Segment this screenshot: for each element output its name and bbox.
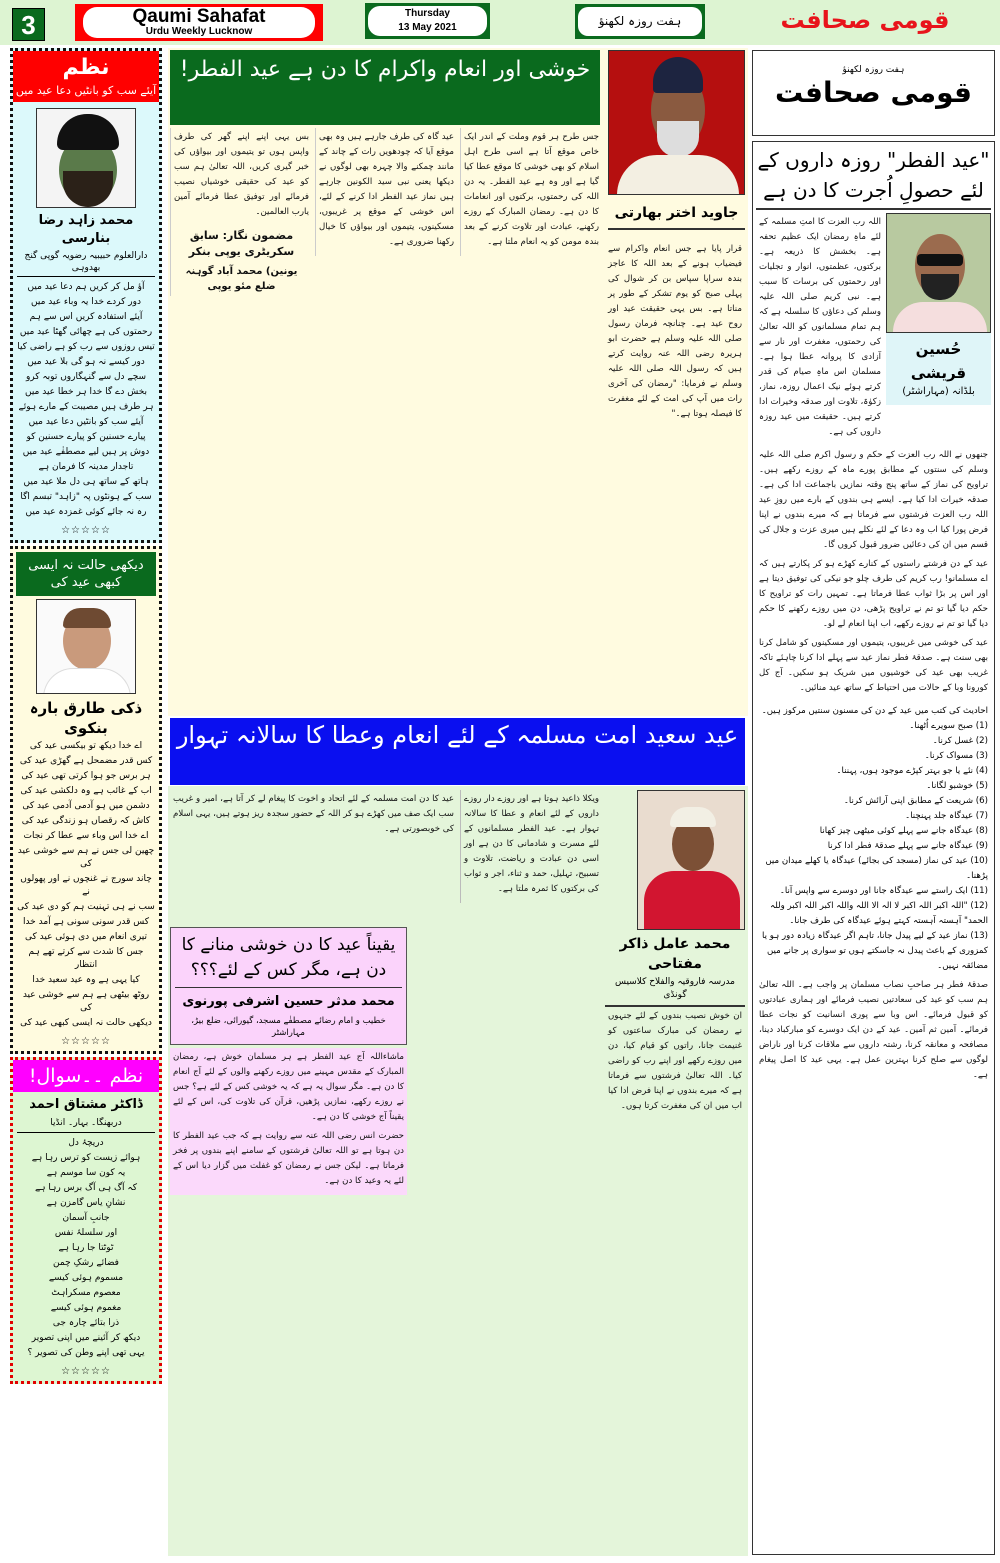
poem-line: یہ کون سا موسم ہے <box>46 1168 126 1178</box>
poem-line: چھین لی جس نے ہم سے خوشی عید کی <box>17 846 155 869</box>
poem-line: جانبِ آسمان <box>62 1213 110 1223</box>
hair-shape <box>63 608 111 628</box>
author-photo <box>886 213 991 333</box>
poem-1-lines <box>13 279 159 523</box>
poem-line: دیکھ کر آئینے میں اپنی تصویر <box>31 1333 141 1343</box>
paragraph: عید گاہ کی طرف جارہے ہیں وہ بھی موقع آیا کہ چودھویں رات کے چاند کے مانند چمکنے والا چہرہ بھی لوگوں نے دیکھا یعنی نبی سید الکونین جارہے ہیں نماز عید الفطر ادا کرنے کے لئے، اس خوشی کے موقع پر غریبوں، مسکینوں، یتیموں اور بیواؤں کا خیال رکھنا ضروری ہے۔ <box>319 132 454 247</box>
sunnah-list-intro: احادیث کی کتب میں عید کے دن کی مسنون سنتیں مرکوز ہیں۔ <box>761 706 988 716</box>
article-1-column <box>170 128 312 296</box>
right-author-place: بلڈانہ (مہاراشٹر) <box>902 386 975 397</box>
poem-line: کاش کہ رقصاں ہو زندگی عید کی <box>21 816 151 826</box>
paragraph: ماشاءاللہ آج عید الفطر ہے ہر مسلمان خوش ہے، رمضان المبارک کے مقدس مہینے میں روزے رکھنے والوں کے لئے آج انعام کا دن ہے۔ مگر سوال یہ ہے کہ یہ خوشی کس کے لئے ہے؟ جس نے روزے رکھے، نمازیں پڑھیں، قرآن کی تلاوت کی، اس کے لئے یقیناً آج خوشی کا دن ہے۔ <box>173 1052 404 1122</box>
poem-line: دیکھی حالت نہ ایسی کبھی عید کی <box>20 1018 152 1028</box>
poem-line: جس کا شدت سے کرتے تھے ہم انتظار <box>28 947 144 970</box>
poem-line: آؤ مل کر کریں ہم دعا عید میں <box>27 282 145 292</box>
poem-line: سچے دل سے گنہگاروں توبہ کرو <box>25 372 147 382</box>
shirt-shape <box>617 155 739 195</box>
article-2-author-box <box>605 934 745 1007</box>
poem-line: رحمتوں کی ہے چھائی گھٹا عید میں <box>19 327 153 337</box>
article-1-column <box>315 128 457 256</box>
sunnah-item: (8) عیدگاہ جانے سے پہلے کوئی میٹھی چیز کھانا <box>819 826 988 836</box>
paragraph: بس یہی اپنے اپنے گھر کی طرف واپس ہوں تو یتیموں اور بیواؤں کی خبر گیری کریں، اللہ تعالیٰ ہم سب کو عید کی حقیقی خوشیاں نصیب فرمائے اور توفیق عطا فرمائے آمین یارب العالمین۔ <box>174 132 309 217</box>
right-author-column <box>886 213 991 446</box>
article-2-headline: عید سعید امت مسلمہ کے لئے انعام وعطا کا سالانہ تہوار <box>170 718 745 785</box>
poem-line: ہر برس جو ہوا کرتی تھی عید کی <box>21 771 151 781</box>
poem-2-title: دیکھی حالت نہ ایسی کبھی عید کی <box>16 552 156 596</box>
cap-shape <box>57 114 119 150</box>
sunnah-item: (4) نئے یا جو بہتر کپڑے موجود ہوں، پہننا۔ <box>836 766 988 776</box>
poem-line: دوش پر ہیں لیے مصطفٰے عید میں <box>22 447 150 457</box>
poem-1-author: محمد زاہد رضا بنارسی <box>38 213 134 246</box>
sunnah-list <box>756 702 991 976</box>
poem-line: تیس روزوں سے رب کو ہے راضی کیا <box>17 342 155 352</box>
poem-line: نشانِ یاس گامزن ہے <box>46 1198 126 1208</box>
poem-line: دریچۂ دل <box>68 1138 104 1148</box>
poem-line: ذرا بتائے چارہ جی <box>52 1318 120 1328</box>
article-2-affiliation: مدرسہ فاروقیہ والفلاح کلاسیس <box>614 977 736 987</box>
author-photo <box>608 50 745 195</box>
urdu-logo: قومی صحافت <box>780 6 950 34</box>
paragraph: جنھوں نے اللہ رب العزت کے حکم و رسول اکرم صلی اللہ علیہ وسلم کی سنتوں کے مطابق پورے ماہ کے روزے رکھے ہیں۔ تراویح کی نماز کے ساتھ پنج وقتہ نمازیں باجماعت ادا کی ہے۔ صدقہ خیرات ادا کیا ہے۔ ایسے ہی بندوں کے بارے میں روزِ عید اللہ رب العزت فرشتوں سے فرماتا ہے کہ میرے بندوں نے اپنا فرض پورا کیا اب وہ دعا کے لئے نکلے ہیں میری عزت و جلال کی قسم میں ان کی دعائیں ضرور قبول کروں گا۔ <box>759 450 988 550</box>
sunnah-item: (7) عیدگاہ جلد پہنچنا۔ <box>905 811 988 821</box>
paragraph: جس طرح ہر قوم وملت کے اندر ایک خاص موقع آتا ہے اسی طرح اہل اسلام کو بھی خوشی کا موقع عطا کیا گیا ہے اور وہ ہے عید الفطر۔ یہ دن اللہ کی رحمتوں، برکتوں اور انعامات کا دن ہے۔ رمضان المبارک کے روزے رکھنے، عبادت اور تلاوت کرنے کے بعد بندہ مومن کو یہ انعام ملتا ہے۔ <box>464 132 599 247</box>
sunnah-item: (9) عیدگاہ جانے سے پہلے صدقۂ فطر ادا کرنا <box>827 841 988 851</box>
right-author: حُسین قریشی <box>910 340 967 382</box>
poem-line: آیئے استفادہ کریں اس سے ہم <box>29 312 143 322</box>
paragraph: عید کے دن فرشتے راستوں کے کنارے کھڑے ہو کر پکارتے ہیں کہ اے مسلمانو! رب کریم کی طرف چلو جو نیکی کی توفیق دیتا ہے اور اس پر بڑا ثواب عطا فرماتا ہے۔ تمہیں رات کو تراویح کا حکم دیا گیا تو تم نے تراویح پڑھی، دن میں روزے رکھنے کا حکم دیا گیا تو تم نے روزے رکھے، اب اپنا انعام لے لو۔ <box>759 559 988 629</box>
stars-divider: ☆☆☆☆☆ <box>61 525 111 536</box>
sunnah-item: (10) عید کی نماز (مسجد کی بجائے) عیدگاہ یا کھلے میدان میں پڑھنا۔ <box>765 856 988 881</box>
poem-1-title: نظم <box>62 55 110 80</box>
right-intro-row <box>756 213 991 446</box>
poem-1-subtitle: آیئے سب کو بانٹیں دعا عید میں <box>15 84 157 97</box>
sunnah-item: (2) غسل کرنا۔ <box>932 736 988 746</box>
beard-shape <box>921 274 959 300</box>
article-2-column <box>170 790 457 843</box>
right-masthead <box>752 50 995 136</box>
paper-name-inner <box>83 7 315 38</box>
cap-shape <box>653 57 703 93</box>
weekly-box <box>575 4 705 39</box>
poem-line: تیری انعام میں دی ہوئی عید کی <box>24 932 148 942</box>
article-2-column <box>460 790 602 903</box>
sunnah-item: (3) مسواک کرنا۔ <box>924 751 988 761</box>
paragraph: عید کی خوشی میں غریبوں، یتیموں اور مسکینوں کو شامل کرنا بھی سنت ہے۔ صدقۂ فطر نماز عید سے پہلے ادا کرنا چاہئے تاکہ غریب بھی عید کی خوشیوں میں شریک ہو سکیں۔ آج کل کورونا وبا کے حالات میں احتیاط کے ساتھ عید منائیں۔ <box>759 638 988 693</box>
sunnah-item: (13) نماز عید کے لیے پیدل جانا، تاہم اگر عیدگاہ زیادہ دور ہو یا کمزوری کے باعث پیدل نہ جاسکتے ہوں تو سواری پر جانے میں مضائقہ نہیں۔ <box>762 931 988 971</box>
poem-line: چاند سورج نے غنچوں نے اور پھولوں نے <box>20 874 152 897</box>
date: 13 May 2021 <box>398 22 457 33</box>
right-headline: "عید الفطر" روزہ داروں کے لئے حصولِ اُجرت کا دن ہے <box>756 145 991 210</box>
page-number: 3 <box>12 8 45 41</box>
paper-subtitle: Urdu Weekly Lucknow <box>145 26 253 37</box>
date-inner <box>368 6 487 36</box>
paragraph: قرار پایا ہے جس انعام واکرام سے فیضیاب ہونے کے بعد اللہ کا عاجز بندہ سراپا سپاس بن کر شوال کی پہلی صبح کو یوم تشکر کے طور پر مناتا ہے۔ بس یہی حقیقت عید اور روح عید ہے۔ چنانچہ فرمان رسول صلی اللہ علیہ وسلم ہے حضرت ابو ہریرہ رضی اللہ عنہ روایت کرتے ہیں کہ رسول اللہ صلی اللہ علیہ وسلم نے فرمایا: "رمضان کی آخری رات میں آپ کی امت کے لئے مغفرت کا فیصلہ ہوتا ہے۔" <box>608 244 742 419</box>
poem-line: روٹھ بیٹھی ہے ہم سے خوشی عید کی <box>22 990 150 1013</box>
poem-line: معصوم مسکراہٹ <box>51 1288 121 1298</box>
poem-3-title: نظم ۔۔سوال! <box>13 1060 159 1092</box>
paragraph: ویکلا ذاعید ہوتا ہے اور روزے دار روزے داروں کے لئے انعام و عطا کا سالانہ تہوار ہے۔ عید الفطر مسلمانوں کے لئے مسرت و شادمانی کا دن ہے اور اسی دن عبادت و ریاضت، تلاوت و تسبیح، تہلیل، حمد و ثناء، اجر و ثواب کی برکتوں کا ثمرہ ملتا ہے۔ <box>464 794 599 894</box>
shirt-shape <box>893 302 987 333</box>
article-3-author: محمد مدثر حسین اشرفی پورنوی <box>182 994 395 1009</box>
weekly-label: ہفت روزہ لکھنؤ <box>578 7 702 36</box>
article-2-place: گونڈی <box>663 990 687 1000</box>
paragraph: حضرت انس رضی اللہ عنہ سے روایت ہے کہ جب عید الفطر کا دن ہوتا ہے تو اللہ تعالیٰ فرشتوں کے سامنے اپنے بندوں پر فخر فرماتا ہے۔ لیکن جس نے رمضان کو غفلت میں گزار دیا اس کے لئے یہ وعید کا دن ہے۔ <box>173 1131 404 1186</box>
poem-line: یہی تھی اپنے وطن کی تصویر ؟ <box>27 1348 145 1358</box>
shirt-shape <box>644 871 740 930</box>
article-3-headline: یقیناً عید کا دن خوشی منانے کا دن ہے، مگر کس کے لئے؟؟؟ <box>175 928 402 988</box>
date-box <box>365 3 490 39</box>
poem-line: ہاتھ کے ساتھ ہی دل ملا عید میں <box>23 477 149 487</box>
sunnah-item: (5) خوشبو لگانا۔ <box>926 781 988 791</box>
poem-line: دور کردے خدا یہ وباء عید میں <box>31 297 141 307</box>
poem-line: مغموم ہوئی کیسے <box>50 1303 122 1313</box>
sunglasses-shape <box>917 254 963 266</box>
poem-line: تاجدار مدینہ کا فرمان ہے <box>38 462 134 472</box>
sunnah-item: (1) صبح سویرے اُٹھنا۔ <box>909 721 988 731</box>
poem-line: رہ نہ جائے کوئی غمزدہ عید میں <box>25 507 147 517</box>
stars-divider: ☆☆☆☆☆ <box>61 1036 111 1047</box>
article-2-author: محمد عامل ذاکر مفتاحی <box>619 936 731 972</box>
paragraph: عید کا دن امت مسلمہ کے لئے اتحاد و اخوت کا پیغام لے کر آتا ہے، امیر و غریب سب ایک صف میں کھڑے ہو کر اللہ کے حضور سجدہ ریز ہوتے ہیں، یہی اسلام کی خوبصورتی ہے۔ <box>173 794 454 834</box>
cap-shape <box>670 807 716 827</box>
weekday: Thursday <box>404 8 450 19</box>
poem-3-place: دربھنگا۔ بہار۔ انڈیا <box>17 1117 155 1133</box>
sunnah-item: (6) شریعت کے مطابق اپنی آرائش کرنا۔ <box>843 796 988 806</box>
poem-line: اے خدا اس وباء سے عطا کر نجات <box>23 831 149 841</box>
paper-name-box <box>75 4 323 41</box>
right-intro <box>756 213 884 446</box>
right-article-box <box>752 141 995 1555</box>
paragraph: ان خوش نصیب بندوں کے لئے جنہوں نے رمضان کی مبارک ساعتوں کو غنیمت جانا، راتوں کو قیام کیا، دن میں روزے رکھے اور اپنے رب کو راضی کیا۔ اللہ تعالیٰ فرشتوں سے فرماتا ہے کہ میرے بندوں نے اپنا فرض ادا کیا اب میں ان کی مغفرت کرتا ہوں۔ <box>608 1011 742 1111</box>
poem-3-box <box>10 1057 162 1384</box>
poem-2-lines <box>13 738 159 1034</box>
poem-line: سب نے ہی تہنیت ہم کو دی عید کی <box>17 902 155 912</box>
poem-line: دشمن میں ہو آدمی آدمی عید کی <box>22 801 150 811</box>
article-1-author: جاوید اختر بھارتی <box>608 198 745 230</box>
poem-line: کس قدر سونی سونی ہے آمد خدا <box>22 917 150 927</box>
article-2-author-column <box>605 934 745 1120</box>
right-author-box <box>886 333 991 405</box>
right-body <box>756 446 991 702</box>
poem-2-author: ذکی طارق بارہ بنکوی <box>29 699 143 737</box>
article-2-column <box>605 1007 745 1120</box>
poem-line: بخش دے گا خدا ہر خطا عید میں <box>24 387 148 397</box>
sunnah-items <box>759 719 988 974</box>
article-1-byline-box <box>174 228 309 294</box>
masthead-small: ہفت روزہ لکھنؤ <box>842 65 905 75</box>
masthead-logo: قومی صحافت <box>774 76 973 109</box>
poem-3-author: ڈاکٹر مشتاق احمد <box>29 1097 143 1112</box>
poem-line: پیارے حسنین کو پیارے حسنین کو <box>26 432 146 442</box>
article-1-column <box>460 128 602 256</box>
poem-2-box <box>10 546 162 1054</box>
poem-line: مسموم ہوئی کیسے <box>48 1273 124 1283</box>
author-photo <box>36 599 136 694</box>
poem-line: کس قدر مضمحل ہے گھڑی عید کی <box>19 756 153 766</box>
poem-line: ٹوٹتا جا رہا ہے <box>58 1243 114 1253</box>
poem-line: کیا یہی ہے وہ عید سعید خدا <box>32 975 140 985</box>
paper-name: Qaumi Sahafat <box>132 6 266 27</box>
poem-1-header <box>13 51 159 102</box>
right-outro <box>756 976 991 1089</box>
author-photo <box>637 790 745 930</box>
poem-line: اب کے غائب ہے وہ دلکشی عید کی <box>20 786 152 796</box>
poem-line: فضائے رشکِ چمن <box>53 1258 119 1268</box>
beard-shape <box>657 121 699 157</box>
article-3-column <box>170 1048 407 1195</box>
article-1-column <box>605 240 745 428</box>
poem-line: سب کے ہونٹوں پہ "زاہد" تبسم اگا <box>20 492 152 502</box>
poem-line: ہر طرف ہیں مصیبت کے مارے ہوئے <box>18 402 154 412</box>
article-1-byline: مضمون نگار: سابق سکریٹری یوپی بنکر <box>188 229 295 258</box>
sunnah-item: (12) "اللہ اکبر اللہ اکبر لا الہ الا اللہ واللہ اکبر اللہ اکبر وللہ الحمد" آہستہ آہستہ کہتے ہوئے عیدگاہ کی طرف جانا۔ <box>770 901 988 926</box>
article-3-affiliation: خطیب و امام رضائے مصطفٰے مسجد، گیورائی، ضلع بیڑ، مہاراشٹر <box>191 1016 386 1038</box>
paragraph: صدقۂ فطر ہر صاحبِ نصاب مسلمان پر واجب ہے۔ اللہ تعالیٰ ہم سب کو عید کی سعادتیں نصیب فرمائے اور ہماری عبادتوں کو قبول فرمائے۔ اس وبا سے پوری انسانیت کو نجات عطا فرمائے۔ آمین ثم آمین۔ عید کے دن ایک دوسرے کو مبارکباد دینا، مصافحہ و معانقہ کرنا، رشتہ داروں سے ملاقات کرنا اور ناراض لوگوں سے صلح کرنا بہترین عمل ہے۔ یہی عید کا اصل پیغام ہے۔ <box>759 980 988 1080</box>
article-3-header-box <box>170 927 407 1045</box>
author-photo <box>36 108 136 208</box>
article-3 <box>170 927 407 1195</box>
poem-1-affiliation: دارالعلوم حبیبیہ رضویہ گوپی گنج بھدوہی <box>17 250 155 277</box>
poem-line: کہ آگ ہی آگ برس رہا ہے <box>35 1183 137 1193</box>
poem-1-box <box>10 48 162 543</box>
shirt-shape <box>43 668 131 694</box>
article-1-headline: خوشی اور انعام واکرام کا دن ہے عید الفطر! <box>170 50 600 125</box>
paragraph: اللہ رب العزت کا امتِ مسلمہ کے لئے ماہِ رمضان ایک عظیم تحفہ ہے۔ بخشش کا ذریعہ ہے۔ برکتوں، عظمتوں، انوار و تجلیات اور رحمتوں کی برسات کا سبب ہے۔ نبی کریم صلی اللہ علیہ وسلم کی دعاؤں کا سلسلہ ہے کہ ہم تمام مسلمانوں کو اللہ تعالیٰ کی رحمتوں، مغفرت اور نار سے آزادی کا پروانہ عطا ہوا ہے۔ مسلمان اس ماہِ صیام کی قدر کرتے ہوئے نیک اعمال روزہ، نماز، زکوٰۃ، تلاوت اور صدقہ وخیرات ادا کرتے ہیں۔ حقیقت میں عید روزہ داروں کی ہے۔ <box>759 217 881 437</box>
left-column <box>10 48 162 1384</box>
poem-line: اے خدا دیکھ تو بیکسی عید کی <box>29 741 143 751</box>
poem-line: آیئے سب کو بانٹیں دعا عید میں <box>28 417 144 427</box>
beard-shape <box>63 171 113 207</box>
poem-3-lines <box>13 1135 159 1364</box>
poem-line: دور کیسے نہ ہو گی بلا عید میں <box>27 357 145 367</box>
poem-line: ہوائے زیست کو ترس رہا ہے <box>31 1153 141 1163</box>
article-1-byline-2: یونین) محمد آباد گوہنہ ضلع مئو یوپی <box>185 266 298 292</box>
sunnah-item: (11) ایک راستے سے عیدگاہ جانا اور دوسرے سے واپس آنا۔ <box>779 886 988 896</box>
poem-line: اور سلسلۂ نفس <box>54 1228 118 1238</box>
stars-divider: ☆☆☆☆☆ <box>61 1366 111 1377</box>
